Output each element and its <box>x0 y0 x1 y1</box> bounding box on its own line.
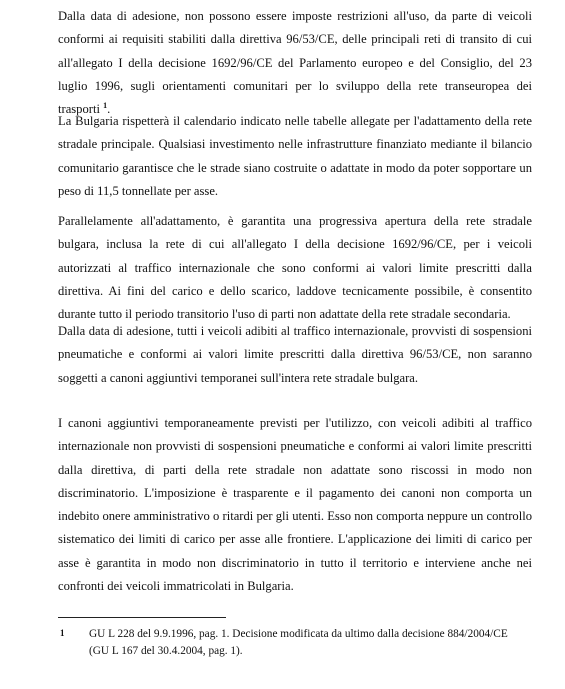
paragraph-1 <box>58 5 532 121</box>
paragraph-4: Dalla data di adesione, tutti i veicoli adibiti al traffico internazionale, provvisti di sospensioni pneumatiche e conformi ai valori limite prescritti dalla direttiva 96/53/CE, non saranno soggetti a canoni aggiuntivi temporanei sull'intera rete stradale bulgara. <box>58 324 532 385</box>
paragraph-1-end: . <box>107 102 111 117</box>
footnote-reference: 1 <box>103 101 108 110</box>
paragraph-1-text: Dalla data di adesione, non possono essere imposte restrizioni all'uso, da parte di veicoli conformi ai requisiti stabiliti dalla direttiva 96/53/CE, delle principali reti di transito di cui all'allegato I della decisione 1692/96/CE del Parlamento europeo e del Consiglio, del 23 luglio 1996, sugli orientamenti comunitari per lo sviluppo della rete transeuropea dei trasporti <box>58 9 532 117</box>
paragraph-2: La Bulgaria rispetterà il calendario indicato nelle tabelle allegate per l'adattamento della rete stradale principale. Qualsiasi investimento nelle infrastrutture finanziato mediante il bilancio comunitario garantisce che le strade siano costruite o adattate in modo da poter sopportare un peso di 11,5 tonnellate per asse. <box>58 114 532 198</box>
footnote-text: GU L 228 del 9.9.1996, pag. 1. Decisione modificata da ultimo dalla decisione 884/2004/CE (GU L 167 del 30.4.2004, pag. 1). <box>89 628 508 657</box>
paragraph-5: I canoni aggiuntivi temporaneamente previsti per l'utilizzo, con veicoli adibiti al traffico internazionale non provvisti di sospensioni pneumatiche e conformi ai valori limite prescritti dalla direttiva, di parti della rete stradale non adattate sono riscossi in modo non discriminatorio. L'imposizione è trasparente e il pagamento dei canoni non comporta un indebito onere amministrativo o ritardi per gli utenti. Esso non comporta neppure un controllo sistematico dei limiti di carico per asse alle frontiere. L'applicazione dei limiti di carico per asse è garantita in modo non discriminatorio in tutto il territorio e interviene anche nei confronti dei veicoli immatricolati in Bulgaria. <box>58 416 532 594</box>
footnote-separator <box>58 617 226 618</box>
footnote-number: 1 <box>60 628 65 638</box>
paragraph-3: Parallelamente all'adattamento, è garantita una progressiva apertura della rete stradale bulgara, inclusa la rete di cui all'allegato I della decisione 1692/96/CE, per i veicoli autorizzati al traffico internazionale che sono conformi ai valori limite prescritti dalla direttiva. Ai fini del carico e dello scarico, laddove tecnicamente possibile, è consentito durante tutto il periodo transitorio l'uso di parti non adattate della rete stradale secondaria. <box>58 214 532 322</box>
